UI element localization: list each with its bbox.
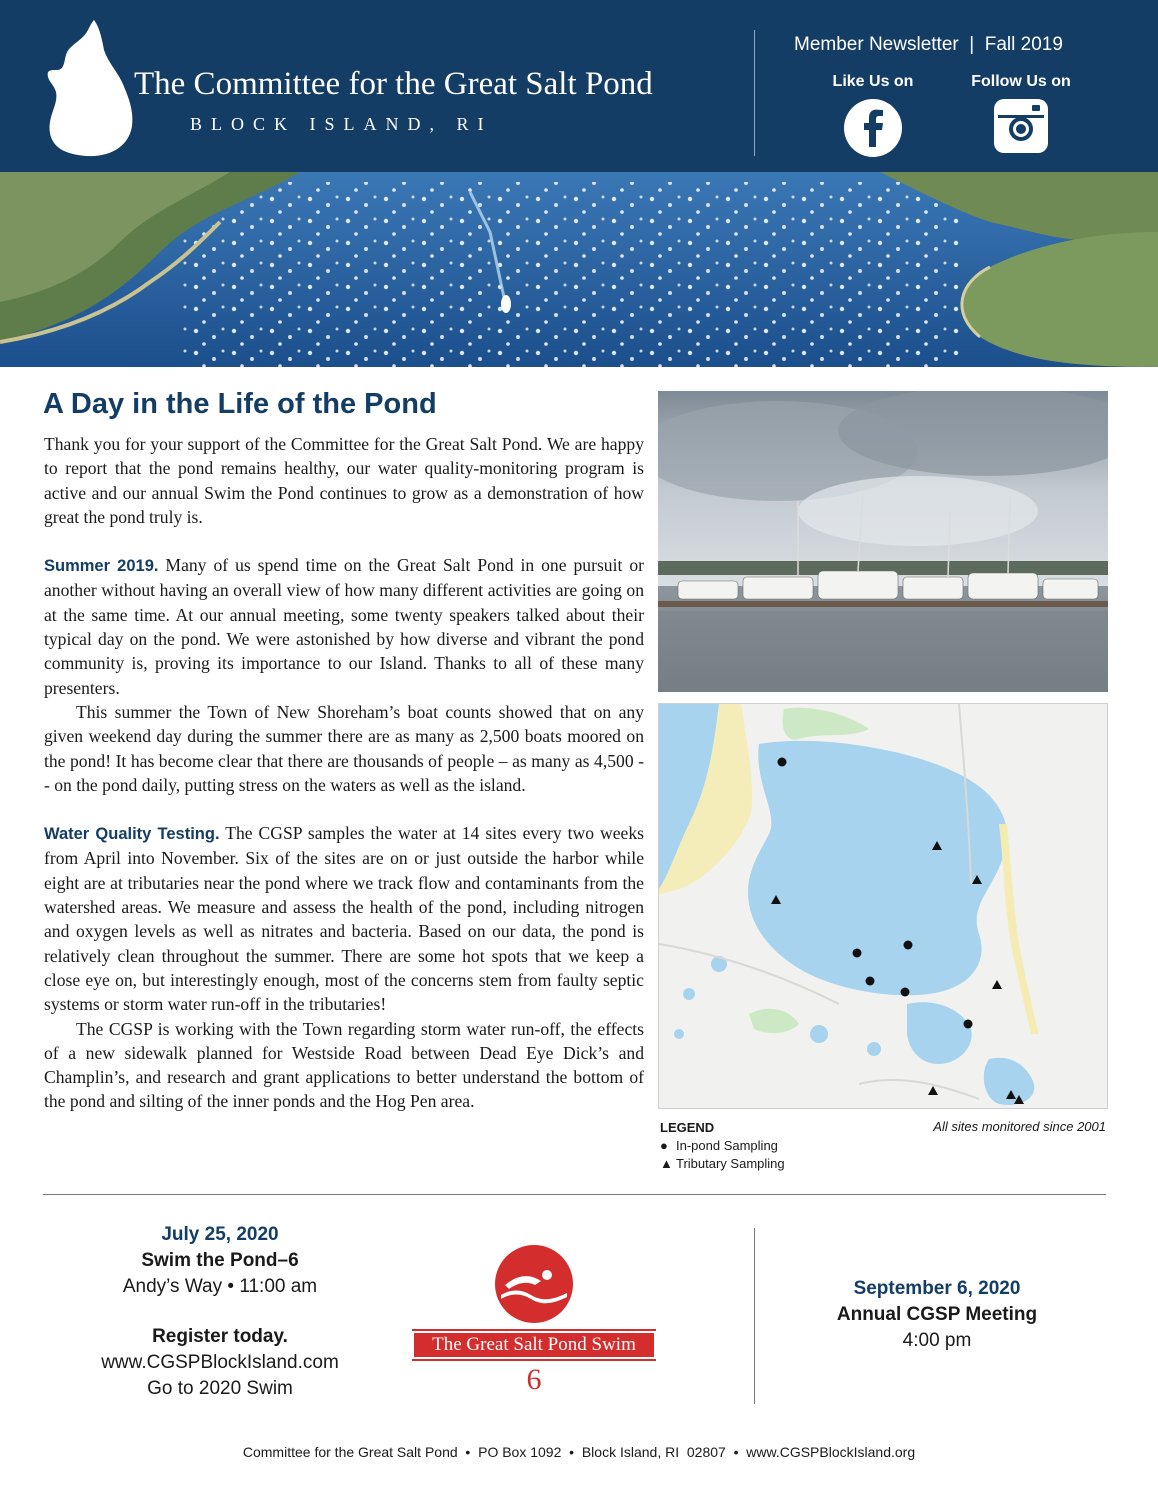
meeting-time: 4:00 pm xyxy=(902,1330,972,1351)
marina-photo xyxy=(658,391,1108,692)
swim-logo xyxy=(412,1245,656,1405)
org-location: BLOCK ISLAND, RI xyxy=(190,114,493,134)
swim-logo-number: 6 xyxy=(526,1363,542,1396)
swim-event xyxy=(70,1222,370,1402)
water-quality-text: The CGSP samples the water at 14 sites every two weeks from April into November. Six of the sites are on or just outside the harbor while eight are at tributaries near the pond where we track flow and contaminants from the watershed areas. We measure and assess the health of the pond, including nitrogen and oxygen levels as well as nitrates and bacteria. Based on our data, the pond is relatively clean throughout the summer. There are some hot spots that we keep a close eye on, but interestingly enough, most of the concerns stem from faulty septic systems or storm water run-off in the tributaries! xyxy=(44,823,644,1015)
header-divider xyxy=(754,30,755,156)
instagram-label: Follow Us on xyxy=(971,73,1071,90)
harbor-aerial-illustration xyxy=(0,172,1158,367)
facebook-link[interactable] xyxy=(813,73,933,157)
section-divider xyxy=(43,1194,1106,1195)
facebook-label: Like Us on xyxy=(832,73,914,90)
triangle-marker-icon: ▲ xyxy=(660,1156,673,1171)
register-heading: Register today. xyxy=(152,1326,288,1347)
intro-paragraph: Thank you for your support of the Committee for the Great Salt Pond. We are happy to report that the pond remains healthy, our water quality-monitoring program is active and our annual Swim the Pond continues to grow as a demonstration of how great the pond truly is. xyxy=(44,434,644,527)
town-paragraph: The CGSP is working with the Town regarding storm water run-off, the effects of a new sidewalk planned for Westside Road between Dead Eye Dick’s and Champlin’s, and research and grant applications to better understand the bottom of the pond and silting of the inner ponds and the Hog Pen area. xyxy=(44,1018,644,1112)
summer-paragraph xyxy=(44,553,644,700)
facebook-icon[interactable] xyxy=(844,99,902,157)
map-legend xyxy=(660,1119,785,1173)
swim-place: Andy’s Way • 11:00 am xyxy=(122,1276,318,1297)
newsletter-issue: Member Newsletter | Fall 2019 xyxy=(794,34,1063,55)
summer-lead: Summer 2019. xyxy=(44,557,159,576)
swim-name: Swim the Pond–6 xyxy=(141,1250,299,1271)
legend-title: LEGEND xyxy=(660,1120,715,1135)
circle-marker-icon: ● xyxy=(660,1138,668,1153)
water-quality-paragraph xyxy=(44,821,644,1016)
register-link[interactable]: www.CGSPBlockIsland.com xyxy=(101,1352,339,1373)
article-headline: A Day in the Life of the Pond xyxy=(43,388,437,420)
legend-inpond-label: In-pond Sampling xyxy=(676,1138,778,1153)
org-title: The Committee for the Great Salt Pond xyxy=(134,66,653,102)
sampling-sites-map xyxy=(658,703,1108,1109)
great-salt-pond-map xyxy=(659,704,1107,1108)
swim-logo-text: The Great Salt Pond Swim xyxy=(432,1334,636,1355)
register-instructions: Go to 2020 Swim xyxy=(147,1378,293,1399)
meeting-date: September 6, 2020 xyxy=(853,1278,1021,1299)
summer-text: Many of us spend time on the Great Salt Pond in one pursuit or another without having an overall view of how many different activities are going on at the same time. At our annual meeting, some twenty speakers talked about their typical day on the pond. We were astonished by how diverse and vibrant the pond community is, proving its importance to our Island. Thanks to all of these many presenters. xyxy=(44,555,644,698)
footer-contact: Committee for the Great Salt Pond • PO Box 1092 • Block Island, RI 02807 • www.CGSPBlockIsland.org xyxy=(242,1444,916,1460)
boat-count-paragraph: This summer the Town of New Shoreham’s boat counts showed that on any given weekend day during the summer there are as many as 2,500 boats moored on the pond! It has become clear that there are thousands of people – as many as 4,500 -- on the pond daily, putting stress on the waters as well as the island. xyxy=(44,701,644,795)
water-quality-lead: Water Quality Testing. xyxy=(44,825,220,844)
instagram-icon[interactable] xyxy=(994,99,1048,153)
events-divider xyxy=(754,1228,755,1404)
swimmer-icon xyxy=(495,1245,573,1323)
meeting-event xyxy=(787,1276,1087,1354)
marina-illustration xyxy=(658,391,1108,692)
legend-tributary xyxy=(660,1155,785,1173)
map-note: All sites monitored since 2001 xyxy=(933,1119,1106,1134)
swim-logo-band xyxy=(412,1329,656,1361)
legend-inpond xyxy=(660,1137,785,1155)
masthead xyxy=(0,0,1158,172)
article-body xyxy=(44,432,644,1114)
harbor-aerial-photo xyxy=(0,172,1158,367)
meeting-name: Annual CGSP Meeting xyxy=(836,1304,1038,1325)
block-island-silhouette-icon xyxy=(44,18,136,158)
swim-date: July 25, 2020 xyxy=(161,1224,279,1245)
legend-tributary-label: Tributary Sampling xyxy=(676,1156,785,1171)
instagram-link[interactable] xyxy=(961,73,1081,153)
